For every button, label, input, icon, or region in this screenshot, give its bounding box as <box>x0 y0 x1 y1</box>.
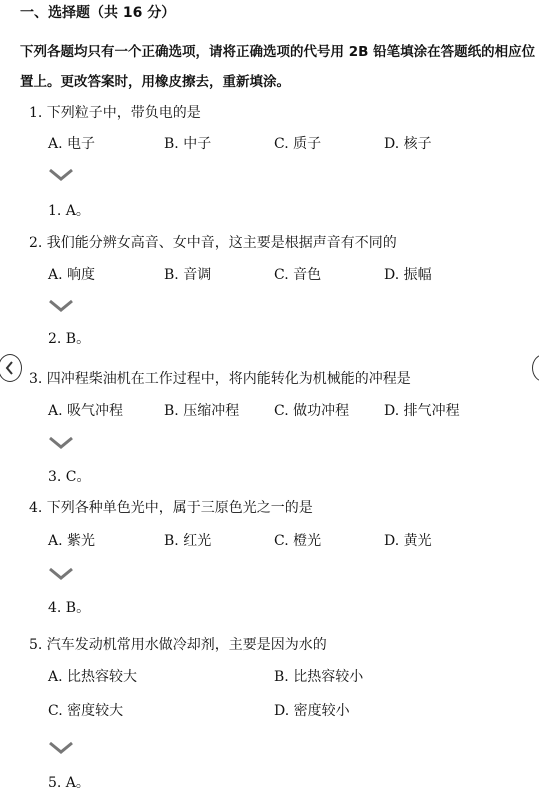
question-5-stem: 5. 汽车发动机常用水做冷却剂，主要是因为水的 <box>29 637 327 653</box>
question-4-answer: 4. B。 <box>48 600 91 616</box>
chevron-left-icon <box>0 355 21 381</box>
question-1-stem: 1. 下列粒子中，带负电的是 <box>29 105 201 121</box>
question-1-option-b: B. 中子 <box>164 136 212 152</box>
question-1-answer: 1. A。 <box>48 203 90 219</box>
question-1-option-d: D. 核子 <box>384 136 432 152</box>
question-5-option-d: D. 密度较小 <box>274 703 350 719</box>
question-5-answer: 5. A。 <box>48 775 90 791</box>
chevron-down-icon[interactable] <box>48 299 74 313</box>
question-3-option-b: B. 压缩冲程 <box>164 403 240 419</box>
question-4-option-a: A. 紫光 <box>48 533 96 549</box>
question-3-option-c: C. 做功冲程 <box>274 403 350 419</box>
chevron-down-icon[interactable] <box>48 741 74 755</box>
prev-page-button[interactable] <box>0 354 22 382</box>
question-3-stem: 3. 四冲程柴油机在工作过程中，将内能转化为机械能的冲程是 <box>29 371 411 387</box>
question-2-option-a: A. 响度 <box>48 267 96 283</box>
next-page-button[interactable] <box>532 354 539 382</box>
question-2-option-d: D. 振幅 <box>384 267 432 283</box>
question-4-stem: 4. 下列各种单色光中，属于三原色光之一的是 <box>29 500 313 516</box>
section-title: 一、选择题（共 16 分） <box>20 5 176 21</box>
question-3-option-a: A. 吸气冲程 <box>48 403 124 419</box>
question-2-answer: 2. B。 <box>48 331 91 347</box>
question-5-option-c: C. 密度较大 <box>48 703 124 719</box>
question-3-option-d: D. 排气冲程 <box>384 403 460 419</box>
chevron-down-icon[interactable] <box>48 436 74 450</box>
question-4-option-d: D. 黄光 <box>384 533 432 549</box>
question-1-option-a: A. 电子 <box>48 136 96 152</box>
question-2-option-b: B. 音调 <box>164 267 212 283</box>
question-4-option-b: B. 红光 <box>164 533 212 549</box>
instructions-line-2: 置上。更改答案时，用橡皮擦去，重新填涂。 <box>20 74 290 90</box>
question-3-answer: 3. C。 <box>48 469 91 485</box>
chevron-right-icon <box>533 355 539 381</box>
question-5-option-a: A. 比热容较大 <box>48 669 138 685</box>
question-4-option-c: C. 橙光 <box>274 533 322 549</box>
question-1-option-c: C. 质子 <box>274 136 322 152</box>
question-2-stem: 2. 我们能分辨女高音、女中音，这主要是根据声音有不同的 <box>29 235 397 251</box>
question-2-option-c: C. 音色 <box>274 267 322 283</box>
instructions-line-1: 下列各题均只有一个正确选项，请将正确选项的代号用 2B 铅笔填涂在答题纸的相应位 <box>20 44 536 60</box>
question-5-option-b: B. 比热容较小 <box>274 669 364 685</box>
chevron-down-icon[interactable] <box>48 168 74 182</box>
chevron-down-icon[interactable] <box>48 567 74 581</box>
